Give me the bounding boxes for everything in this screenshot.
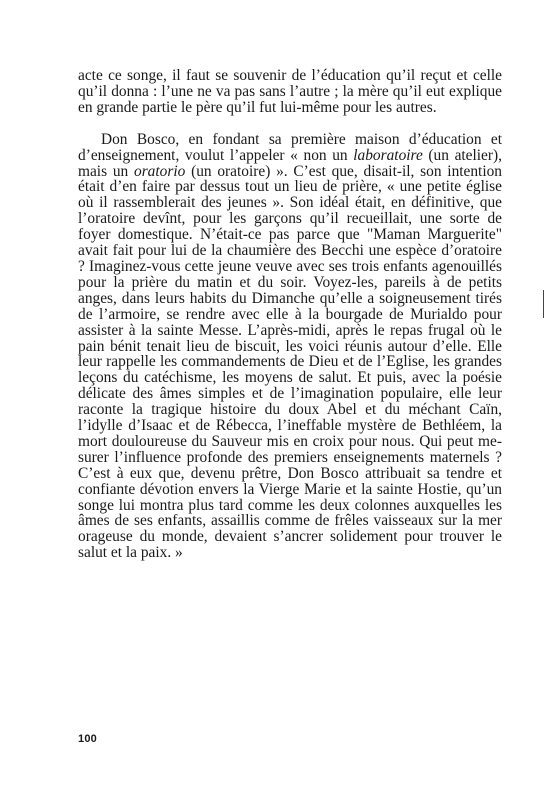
- paragraph-1: [78, 68, 502, 116]
- text-segment: Don Bosco, en fondant sa première maison d’éducation et d’enseignement, voulut l’appeler « non un: [78, 130, 502, 164]
- text-segment: (un oratoire) ». C’est que, disait-il, son intention était d’en faire par dessus tout un lieu de prière, « une petite église où il rassemblerait des jeunes ». Son idéal était, en définitive, que l’oratoire devînt, pour les garçons qu’il recueillait, une sorte de foyer domestique. N’était-ce pas parce que "Maman Marguerite" avait fait pour lui de la chaumière des Becchi une espèce d’oratoire ? Imaginez-vous cette jeune veuve avec ses trois enfants agenouillés pour la prière du matin et du soir. Voyez-les, pareils à de petits anges, dans leurs habits du Dimanche qu’elle a soigneusement tirés de l’armoire, se rendre avec elle à la bourgade de Murialdo pour assister à la sainte Messe. L’après-midi, après le repas frugal où le pain bénit tenait lieu de biscuit, les voici réunis autour d’elle. Elle leur rappelle les commandements de Dieu et de l’Eglise, les grandes leçons du catéchisme, les moyens de salut. Et puis, avec la poésie délicate des âmes simples et de l’imagination populaire, elle leur raconte la tragique histoire du doux Abel et du méchant Caïn, l’idylle d’Isaac et de Rébecca, l’ineffable mystère de Bethléem, la mort douloureuse du Sauveur mis en croix pour nous. Qui peut mesurer l’influence profonde des premiers enseignements maternels ? C’est à eux que, devenu prêtre, Don Bosco attribuait sa tendre et confiante dévotion envers la Vierge Marie et la sainte Hostie, qu’un songe lui montra plus tard comme les deux colonnes auxquelles les âmes de ses enfants, assaillis comme de frêles vaisseaux sur la mer orageuse du monde, devaient s’ancrer solidement pour trouver le salut et la paix. »: [78, 162, 503, 562]
- page-number: 100: [78, 733, 97, 745]
- scan-edge-mark: [543, 290, 544, 318]
- italic-term-laboratoire: laboratoire: [353, 146, 423, 164]
- text-segment: acte ce songe, il faut se souvenir de l’éducation qu’il reçut et celle qu’il donna : l’une ne va pas sans l’autre ; la mère qu’il eut explique en grande partie le père qu’il fut lui-même pour les autres.: [78, 67, 502, 116]
- body-text: [78, 68, 502, 561]
- paragraph-2: [78, 132, 502, 561]
- text-segment: (un atelier), mais un: [78, 146, 502, 180]
- italic-term-oratorio: oratorio: [134, 162, 186, 180]
